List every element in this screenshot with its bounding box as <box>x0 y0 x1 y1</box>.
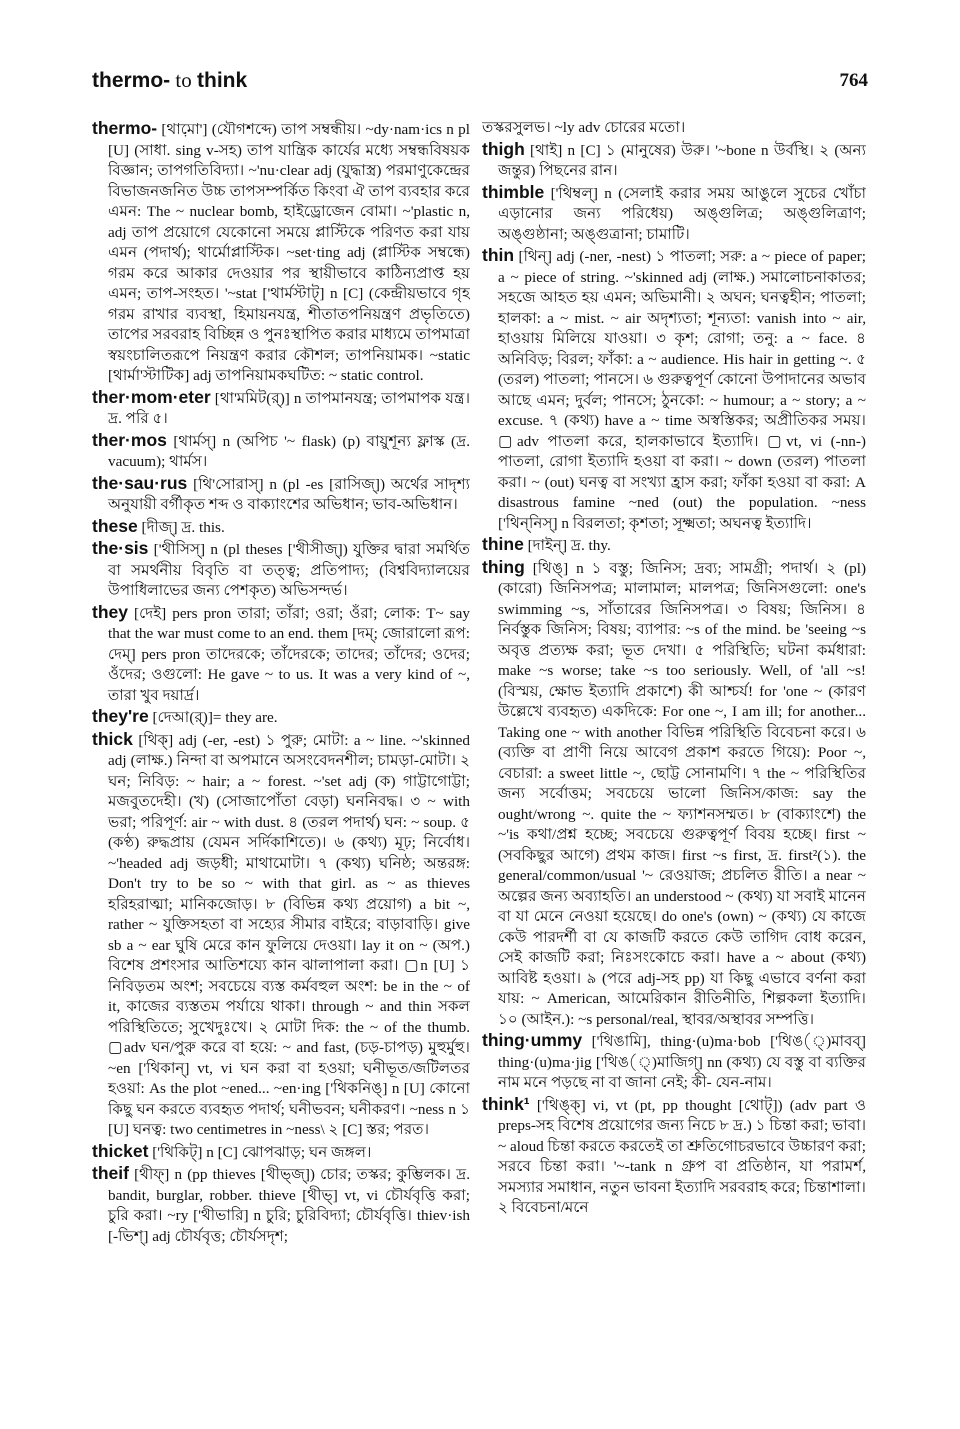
entry-definition: [থা়মো'] (যৌগশব্দে) তাপ সম্বন্ধীয়। ~dy·nam·ics n pl [U] (সাধা. sing v-সহ) তাপ যান্ত্রিক কার্যের মধ্যে সম্বন্ধবিষয়ক বিজ্ঞান; তাপগতিবিদ্যা। ~'nu·clear adj (যুদ্ধাস্ত্র) পরমাণুকেন্দ্রের বিভাজনজনিত উচ্চ তাপসম্পর্কিত কিংবা ঐ তাপ ব্যবহার করে এমন: The ~ nuclear bomb, হাইড্রোজেন বোমা। ~'plastic n, adj তাপ প্রয়োগে যেকোনো সময়ে প্লাস্টিকে পরিণত করা যায় এমন (পদার্থ); থার্মোপ্লাস্টিক। ~set·ting adj (প্লাস্টিক সম্বন্ধে) গরম করে আকার দেওয়ার পর স্থায়ীভাবে কাঠিন্যপ্রাপ্ত হয় এমন; তাপ-সংহত। '~stat ['থার্মস্টাট্] n [C] (কেন্দ্রীয়ভাবে গৃহ গরম রাখার ব্যবস্থা, হিমায়নযন্ত্র, শীতাতপনিয়ন্ত্রণ প্রভৃতিতে) তাপের সরবরাহ বিচ্ছিন্ন ও পুনঃস্থাপিত করার মাধ্যমে তাপমাত্রা স্বয়ংচালিতরূপে নিয়ন্ত্রণ করার কৌশল; তাপনিয়ামক। ~static [থার্মা'স্টাটিক] adj তাপনিয়ামকঘটিত: ~ static control. <box>108 121 470 384</box>
entry-headword: thicket <box>92 1140 149 1161</box>
dictionary-entry <box>92 706 470 729</box>
entry-headword: thimble <box>482 181 545 202</box>
entry-headword: thing·ummy <box>482 1030 583 1050</box>
entry-headword: the·sis <box>92 538 149 558</box>
entry-headword: they <box>92 601 128 622</box>
entry-headword: think¹ <box>482 1093 530 1114</box>
entry-definition: তস্করসুলভ। ~ly adv চোরের মতো। <box>482 119 686 136</box>
dictionary-entry <box>92 1163 470 1247</box>
right-column <box>482 118 866 1378</box>
entry-headword: thin <box>482 245 515 265</box>
entry-definition: [থিক্] adj (-er, -est) ১ পুরু; মোটা: a ~ line. ~'skinned adj (লাক্ষ.) নিন্দা বা অপমানে অসংবেদনশীল; চামড়া-মোটা। ২ ঘন; নিবিড়: ~ hair; a ~ forest. ~'set adj (ক) গাট্টাগোট্টা; মজবুতদেহী। (খ) (সোজাপোঁতা বেড়া) ঘননিবদ্ধ। ৩ ~ with ভরা; পরিপূর্ণ: air ~ with dust. ৪ (তরল পদার্থ) ঘন: ~ soup. ৫ (কণ্ঠ) রুদ্ধপ্রায় (যেমন সর্দিকাশিতে)। ৬ (কথ্য) মূঢ়; নির্বোধ। ~'headed adj জড়ধী; মাথামোটা। ৭ (কথ্য) ঘনিষ্ঠ; অন্তরঙ্গ: Don't try to be so ~ with that girl. as ~ as thieves হরিহরাত্মা; মানিকজোড়। ৮ (বিভিন্ন কথ্য প্রয়োগ) a bit ~, rather ~ যুক্তিসহতা বা সহ্যের সীমার বাইরে; বাড়াবাড়ি। give sb a ~ ear ঘুষি মেরে কান ফুলিয়ে দেওয়া। lay it on ~ (অপ.) বিশেষ প্রশংসার আতিশয্যে কান ঝালাপালা করা। ▢n [U] ১ নিবিড়তম অংশ; সবচেয়ে ব্যস্ত কর্মবহুল অংশ: be in the ~ of it, কাজের ব্যস্ততম পর্যায়ে থাকা। through ~ and thin সকল পরিস্থিতিতে; সুখেদুঃখে। ২ মোটা দিক: the ~ of the thumb. ▢adv ঘন/পুরু করে বা হয়ে: ~ and fast, (চড়-চাপড়) মুহুর্মুহু। ~en ['থিকান্] vt, vi ঘন করা বা হওয়া; ঘনীভূত/জটিলতর হওয়া: As the plot ~ened... ~en·ing ['থিকনিঙ্] n [U] কোনো কিছু ঘন করতে ব্যবহৃত পদার্থ; ঘনীভবন; ঘনীকরণ। ~ness n ১ [U] ঘনত্ব: two centimetres in ~ness\ ২ [C] স্তর; পরত। <box>108 731 470 1138</box>
dictionary-entry <box>482 118 866 139</box>
entry-headword: ther·mos <box>92 429 167 450</box>
dictionary-entry <box>482 182 866 246</box>
dictionary-entry <box>482 139 866 182</box>
entry-definition: [দাইন্] দ্র. thy. <box>527 537 611 554</box>
entry-definition: ['থিম্বল্] n (সেলাই করার সময় আঙুলে সুচের খোঁচা এড়ানোর জন্য পরিধেয়) অঙ্গুলিত্র; অঙ্গুলিত্রাণ; অঙ্গুষ্ঠানা; অঙ্গুত্রানা; চামাটি। <box>498 184 866 243</box>
dictionary-entry <box>92 516 470 539</box>
running-head-separator: to <box>170 68 198 92</box>
dictionary-entry <box>482 557 866 1031</box>
entry-headword: the·sau·rus <box>92 472 188 493</box>
entry-definition: [থি'সোরাস্] n (pl -es [রাসিজ্]) অর্থের সাদৃশ্য অনুযায়ী বর্গীকৃত শব্দ ও বাক্যাংশের অভিধান; ভাব-অভিধান। <box>108 475 470 513</box>
entry-headword: thing <box>482 556 525 577</box>
running-head-end: think <box>197 69 248 92</box>
entry-headword: these <box>92 515 138 536</box>
entry-definition: ['থিঙামি], thing·(u)ma·bob ['থিঙ(্)মাবব্] thing·(u)ma·jig ['থিঙ(্)মাজিগ্] nn (কথ্য) যে বস্তু বা ব্যক্তির নাম মনে পড়ছে না বা জানা নেই; কী- যেন-নাম। <box>498 1033 866 1091</box>
dictionary-entry <box>482 245 866 534</box>
dictionary-entry <box>92 602 470 707</box>
entry-headword: ther·mom·eter <box>92 386 211 407</box>
dictionary-entry <box>482 1094 866 1219</box>
running-head <box>92 68 247 93</box>
dictionary-entry <box>92 729 470 1141</box>
dictionary-entry <box>92 118 470 387</box>
entry-definition: [থিন্] adj (-ner, -nest) ১ পাতলা; সরু: a ~ piece of paper; a ~ piece of string. ~'skinned adj (লাক্ষ.) সমালোচনাকাতর; সহজে আহত হয় এমন; অভিমানী। ২ অঘন; ঘনত্বহীন; পাতলা; হালকা: a ~ mist. ~ air অদৃশ্যতা; শূন্যতা: vanish into ~ air, হাওয়ায় মিলিয়ে যাওয়া। ৩ কৃশ; রোগা; তনু: a ~ face. ৪ অনিবিড়; বিরল; ফাঁকা: a ~ audience. His hair in getting ~. ৫ (তরল) পাতলা; পানসে। ৬ গুরুত্বপূর্ণ কোনো উপাদানের অভাব আছে এমন; দুর্বল; পানসে; ঠুনকো: ~ humour; a ~ story; a ~ excuse. ৭ (কথ্য) have a ~ time অস্বস্তিকর; অপ্রীতিকর সময়। ▢adv পাতলা করে, হালকাভাবে ইত্যাদি। ▢vt, vi (-nn-) পাতলা, রোগা ইত্যাদি হওয়া বা করা। ~ down (তরল) পাতলা করা। ~ (out) ঘনত্ব বা সংখ্যা হ্রাস করা; ফাঁকা হওয়া বা করা: A disastrous famine ~ned (out) the population. ~ness ['থিন্‌নিস্] n বিরলতা; কৃশতা; সূক্ষ্মতা; অঘনত্ব ইত্যাদি। <box>498 248 866 532</box>
dictionary-entry <box>92 1141 470 1164</box>
running-head-start: thermo- <box>92 69 171 92</box>
entry-definition: [থাই] n [C] ১ (মানুষের) উরু। '~bone n উর্বস্থি। ২ (অন্য জন্তুর) পিছনের রান। <box>498 141 866 179</box>
entry-definition: [থিঙ্] n ১ বস্তু; জিনিস; দ্রব্য; সামগ্রী; পদার্থ। ২ (pl) (কারো) জিনিসপত্র; মালামাল; মালপত্র; জিনিসগুলো: one's swimming ~s, সাঁতারের জিনিসপত্র। ৩ বিষয়; জিনিস। ৪ নির্বস্তুক জিনিস; বিষয়; ব্যাপার: ~s of the mind. be 'seeing ~s অবৃত্ত প্রত্যক্ষ করা; ভূত দেখা। ৫ পরিস্থিতি; ঘটনা কর্মধারা: make ~s worse; take ~s too seriously. Well, of 'all ~s! (বিস্ময়, ক্ষোভ ইত্যাদি প্রকাশে) কী আশ্চর্য! for 'one ~ (কারণ উল্লেখে ব্যবহৃত) একদিকে: For one ~, I am ill; for another... Taking one ~ with another বিভিন্ন পরিস্থিতি বিবেচনা করে। ৬ (ব্যক্তি বা প্রাণী নিয়ে আবেগ প্রকাশ করতে গিয়ে): Poor ~, বেচারা: a sweet little ~, ছোট্ট সোনামণি। ৭ the ~ পরিস্থিতির জন্য সর্বোত্তম; সবচেয়ে ভালো জিনিস/কাজ: say the ought/wrong ~. quite the ~ ফ্যাশনসম্মত। ৮ (বাক্যাংশে) the ~'is কথা/প্রশ্ন হচ্ছে; সবচেয়ে গুরুত্বপূর্ণ বিবয় হচ্ছে। first ~ (সবকিছুর আগে) প্রথম কাজ। first ~s first, দ্র. first²(১). the general/common/usual '~ রেওয়াজ; প্রচলিত রীতি। a near ~ অল্পের জন্য অব্যাহতি। an understood ~ (কথ্য) যা সবাই মানেন বা যা মেনে নেওয়া হয়েছে। do one's (own) ~ (কথ্য) যে কাজে কেউ পারদর্শী বা যে কাজটি করতে কেউ তাগিদ বোধ করেন, সেই কাজটি করা; নিঃসংকোচে করা। have a ~ about (কথ্য) আবিষ্ট হওয়া। ৯ (পরে adj-সহ pp) যা কিছু এভাবে বর্ণনা করা যায়: ~ American, আমেরিকান রীতিনীতি, শিল্পকলা ইত্যাদি। ১০ (আইন.): ~s personal/real, স্থাবর/অস্থাবর সম্পত্তি। <box>498 559 866 1028</box>
dictionary-entry <box>92 387 470 430</box>
entry-definition: [দেআ(র্)]= they are. <box>152 709 278 726</box>
dictionary-entry <box>92 430 470 473</box>
dictionary-entry <box>92 473 470 516</box>
entry-definition: ['থিকিট্] n [C] ঝোপঝাড়; ঘন জঙ্গল। <box>152 1143 372 1161</box>
entry-headword: thigh <box>482 138 525 159</box>
entry-headword: theif <box>92 1163 129 1183</box>
page-number: 764 <box>839 70 868 91</box>
entry-definition: [দীজ্] দ্র. this. <box>141 518 225 536</box>
entry-definition: [দেই] pers pron তারা; তাঁরা; ওরা; ওঁরা; লোক: T~ say that the war must come to an end. them [দম্; জোরালো রূপ: দেম্] pers pron তাদেরকে; তাঁদেরকে; তাদের; তাঁদের; ওদের; ওঁদের; ওগুলো: He gave ~ to us. It was a very kind of ~, তারা খুব দয়ার্দ্র। <box>108 604 470 704</box>
entry-definition: ['থিঙ্ক্] vi, vt (pt, pp thought [থোট্]) (adv part ও preps-সহ বিশেষ প্রয়োগের জন্য নিচে ৮ দ্র.) ১ চিন্তা করা; ভাবা। ~ aloud চিন্তা করতে করতেই তা শ্রুতিগোচরভাবে উচ্চারণ করা; সরবে চিন্তা করা। '~-tank n গ্রুপ বা প্রতিষ্ঠান, যা পরামর্শ, সমস্যার সমাধান, নতুন ভাবনা ইত্যাদি সরবরাহ করে; চিন্তাশালা। ২ বিবেচনা/মনে <box>498 1096 866 1216</box>
dictionary-entry <box>92 538 470 602</box>
entry-headword: thick <box>92 728 133 749</box>
page-header <box>92 68 868 102</box>
entry-definition: [থার্মস্] n (অপিচ '~ flask) (p) বায়ুশূন্য ফ্লাস্ক (দ্র. vacuum); থার্মস। <box>108 432 470 470</box>
entry-definition: ['থীসিস্] n (pl theses ['থীসীজ্]) যুক্তির দ্বারা সমর্থিত বা সমর্থনীয় বিবৃতি বা তত্ত্ব; প্রতিপাদ্য; (বিশ্ববিদ্যালয়ের উপাধিলাভের জন্য পেশকৃত) অভিসন্দর্ভ। <box>108 541 470 599</box>
left-column <box>92 118 470 1378</box>
dictionary-entry <box>482 534 866 557</box>
dictionary-entry <box>482 1030 866 1094</box>
entry-headword: they're <box>92 706 149 726</box>
entry-definition: [থা'মমিট(র্)] n তাপমানযন্ত্র; তাপমাপক যন্ত্র। দ্র. পরি ৫। <box>108 389 470 427</box>
entry-headword: thine <box>482 534 524 554</box>
entry-definition: [থীফ্] n (pp thieves [থীভ্জ্]) চোর; তস্কর; কুম্ভিলক। দ্র. bandit, burglar, robber. thieve [থীভ্] vt, vi চৌর্যবৃত্তি করা; চুরি করা। ~ry ['থীভারি] n চুরি; চুরিবিদ্যা; চৌর্যবৃত্তি। thiev·ish [-ভিশ্] adj চৌর্যবৃত্ত; চৌর্যসদৃশ; <box>108 1166 470 1245</box>
entry-headword: thermo- <box>92 118 158 138</box>
